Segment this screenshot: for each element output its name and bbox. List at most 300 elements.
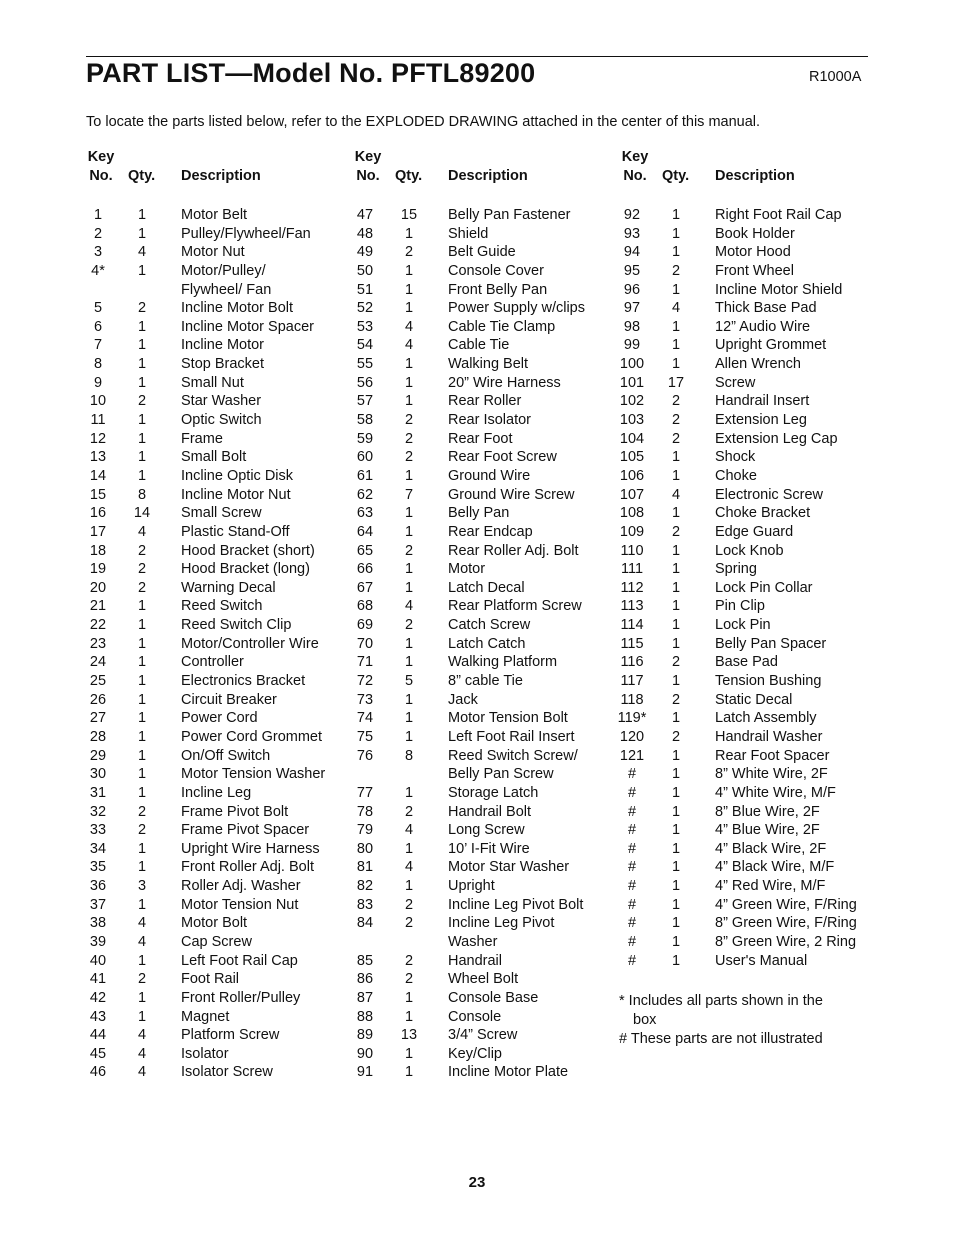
part-key-no: 53 [356,318,374,335]
part-description: Flywheel/ Fan [181,281,272,298]
part-qty: 1 [404,356,414,373]
part-description: Thick Base Pad [715,300,817,317]
part-qty: 1 [137,766,147,783]
part-qty: 1 [137,840,147,857]
part-qty: 2 [404,971,414,988]
part-key-no: 26 [89,691,107,708]
part-description: Cap Screw [181,933,252,950]
part-qty: 2 [404,617,414,634]
part-description: Motor Star Washer [448,859,570,876]
part-qty: 2 [671,412,681,429]
part-key-no: 76 [356,747,374,764]
part-description: Edge Guard [715,523,794,540]
part-qty: 4 [137,244,147,261]
part-qty: 4 [404,598,414,615]
part-description: Platform Screw [181,1027,280,1044]
part-key-no: 35 [89,859,107,876]
part-qty: 1 [137,673,147,690]
part-description: Wheel Bolt [448,971,519,988]
part-key-no: 18 [89,542,107,559]
part-description: Motor Tension Nut [181,896,299,913]
part-qty: 2 [404,896,414,913]
part-description: Power Cord Grommet [181,728,323,745]
part-description: Incline Leg Pivot [448,915,555,932]
part-key-no: 49 [356,244,374,261]
part-key-no: 107 [619,486,645,503]
part-description: Frame Pivot Bolt [181,803,289,820]
part-qty: 2 [404,412,414,429]
part-qty: 1 [671,859,681,876]
qty-header-3: Qty. [662,168,690,184]
part-key-no: 93 [623,225,641,242]
part-key-no: 109 [619,523,645,540]
part-description: Belly Pan Spacer [715,635,827,652]
part-key-no: 14 [89,467,107,484]
part-key-no: # [627,952,637,969]
part-key-no: 87 [356,989,374,1006]
part-description: Shock [715,449,756,466]
part-description: Ground Wire [448,467,531,484]
part-qty: 1 [137,356,147,373]
part-description: 8” Green Wire, F/Ring [715,915,857,932]
part-description: Spring [715,561,757,578]
part-qty: 1 [137,1008,147,1025]
page-number: 23 [468,1174,486,1191]
part-description: Reed Switch Clip [181,617,292,634]
key-header-1: Key No. [87,149,115,184]
part-key-no: 100 [619,356,645,373]
part-qty: 2 [404,542,414,559]
part-description: Lock Pin [715,617,771,634]
part-key-no: 121 [619,747,645,764]
part-key-no: 60 [356,449,374,466]
part-key-no: # [627,784,637,801]
part-key-no: 94 [623,244,641,261]
part-description: Latch Decal [448,579,525,596]
part-description: Lock Pin Collar [715,579,813,596]
part-key-no: 11 [90,412,106,429]
part-description: Reed Switch [181,598,263,615]
part-key-no: 48 [356,225,374,242]
part-qty: 1 [671,896,681,913]
part-qty: 3 [137,878,147,895]
part-key-no: # [627,840,637,857]
part-description: Book Holder [715,225,795,242]
part-qty: 4 [671,486,681,503]
description-header-1: Description [181,168,261,184]
part-key-no: 62 [356,486,374,503]
note-includes-all-cont: box [633,1012,657,1028]
part-qty: 1 [137,337,147,354]
part-key-no: 69 [356,617,374,634]
part-description: Static Decal [715,691,793,708]
part-key-no: 3 [93,244,103,261]
part-description: Handrail Washer [715,728,823,745]
qty-header-1: Qty. [128,168,156,184]
part-description: 20” Wire Harness [448,374,561,391]
part-qty: 15 [400,207,418,223]
key-header-2: Key No. [354,149,382,184]
part-description: Isolator Screw [181,1064,273,1081]
part-description: Frame [181,430,223,447]
part-description: Jack [448,691,478,708]
part-description: Rear Endcap [448,523,533,540]
part-description: Key/Clip [448,1045,502,1062]
part-description: Extension Leg [715,412,807,429]
part-key-no: 7 [93,337,103,354]
part-qty: 1 [404,878,414,895]
part-description: Hood Bracket (long) [181,561,310,578]
part-qty: 1 [671,952,681,969]
part-description: Incline Motor Shield [715,281,843,298]
part-description: Left Foot Rail Cap [181,952,298,969]
part-key-no: 74 [356,710,374,727]
part-description: Shield [448,225,489,242]
part-qty: 1 [404,300,414,317]
part-key-no: 78 [356,803,374,820]
part-qty: 1 [404,728,414,745]
part-key-no: 90 [356,1045,374,1062]
part-qty: 1 [671,840,681,857]
part-qty: 1 [137,225,147,242]
part-key-no: 105 [619,449,645,466]
part-key-no: 115 [620,635,644,652]
part-qty: 1 [671,561,681,578]
key-header-3: Key No. [621,149,649,184]
part-qty: 1 [671,281,681,298]
part-qty: 1 [404,1045,414,1062]
part-qty: 1 [404,710,414,727]
part-key-no: # [627,766,637,783]
part-description: Long Screw [448,822,525,839]
part-description: Upright Wire Harness [181,840,320,857]
part-key-no: 88 [356,1008,374,1025]
part-description: Plastic Stand-Off [181,523,290,540]
part-key-no: 66 [356,561,374,578]
part-qty: 1 [404,225,414,242]
part-key-no: 23 [89,635,107,652]
part-description: Motor Nut [181,244,245,261]
part-key-no: 2 [93,225,103,242]
part-description: Frame Pivot Spacer [181,822,310,839]
part-qty: 1 [137,728,147,745]
part-description: Incline Motor Nut [181,486,291,503]
part-key-no: 84 [356,915,374,932]
part-key-no: 44 [89,1027,107,1044]
part-key-no: 39 [89,933,107,950]
part-key-no: 108 [619,505,645,522]
part-qty: 2 [671,654,681,671]
part-qty: 1 [404,654,414,671]
part-description: Console Cover [448,262,544,279]
part-qty: 1 [137,467,147,484]
part-description: 8” Blue Wire, 2F [715,803,820,820]
part-key-no: 86 [356,971,374,988]
part-key-no: 91 [356,1064,374,1081]
part-description: Belt Guide [448,244,516,261]
part-description: Circuit Breaker [181,691,277,708]
part-description: Walking Belt [448,356,529,373]
part-qty: 4 [137,933,147,950]
part-key-no: 65 [356,542,374,559]
part-description: Small Nut [181,374,244,391]
part-key-no: 92 [623,207,641,223]
part-key-no: 36 [89,878,107,895]
part-description: Incline Leg Pivot Bolt [448,896,584,913]
part-description: On/Off Switch [181,747,271,764]
part-key-no: 27 [89,710,107,727]
part-qty: 1 [671,803,681,820]
part-qty: 1 [404,467,414,484]
part-description: Hood Bracket (short) [181,542,315,559]
part-key-no: 110 [620,542,644,559]
part-key-no: 99 [623,337,641,354]
note-not-illustrated: # These parts are not illustrated [619,1031,823,1047]
part-qty: 1 [671,673,681,690]
part-qty: 1 [404,840,414,857]
part-description: 4” Black Wire, 2F [715,840,827,857]
part-key-no: 118 [620,691,644,708]
part-key-no: 119* [617,710,647,727]
part-description: Catch Screw [448,617,531,634]
part-key-no: 25 [89,673,107,690]
part-qty: 1 [137,430,147,447]
part-key-no: 16 [89,505,107,522]
description-header-2: Description [448,168,528,184]
part-key-no: # [627,822,637,839]
part-key-no: 24 [89,654,107,671]
part-qty: 2 [404,803,414,820]
note-includes-all: * Includes all parts shown in the [619,993,823,1009]
part-qty: 1 [671,747,681,764]
part-qty: 1 [671,635,681,652]
part-key-no: 89 [356,1027,374,1044]
part-description: Star Washer [181,393,262,410]
part-key-no: 61 [356,467,374,484]
part-qty: 1 [671,822,681,839]
part-key-no: 71 [356,654,374,671]
part-key-no: 56 [356,374,374,391]
part-description: Incline Motor Bolt [181,300,294,317]
part-qty: 1 [137,747,147,764]
part-qty: 14 [133,505,151,522]
part-qty: 1 [671,505,681,522]
part-qty: 2 [137,561,147,578]
part-qty: 1 [137,784,147,801]
part-key-no: 117 [620,673,644,690]
part-key-no: 19 [89,561,107,578]
part-description: Motor Belt [181,207,248,223]
part-description: Incline Motor [181,337,265,354]
part-description: Motor Hood [715,244,791,261]
part-key-no: 21 [89,598,107,615]
part-qty: 8 [137,486,147,503]
part-qty: 17 [667,374,685,391]
part-key-no: 1 [93,207,103,223]
part-key-no: 102 [619,393,645,410]
part-key-no: 51 [356,281,374,298]
part-description: Rear Foot Spacer [715,747,830,764]
part-qty: 7 [404,486,414,503]
part-key-no: 81 [356,859,374,876]
part-qty: 2 [671,393,681,410]
part-description: Left Foot Rail Insert [448,728,575,745]
part-key-no: 33 [89,822,107,839]
part-description: Optic Switch [181,412,262,429]
part-qty: 1 [671,207,681,223]
part-qty: 1 [137,710,147,727]
part-qty: 1 [671,467,681,484]
part-key-no: # [627,803,637,820]
part-key-no: 58 [356,412,374,429]
part-description: Cable Tie [448,337,510,354]
part-key-no: 106 [619,467,645,484]
part-qty: 1 [137,449,147,466]
part-qty: 4 [671,300,681,317]
part-key-no: 73 [356,691,374,708]
part-description: Isolator [181,1045,229,1062]
part-key-no: 116 [620,654,644,671]
part-key-no: 43 [89,1008,107,1025]
part-qty: 1 [671,449,681,466]
part-qty: 1 [137,654,147,671]
part-key-no: 28 [89,728,107,745]
part-description: Foot Rail [181,971,240,988]
part-qty: 1 [404,1008,414,1025]
part-key-no: 95 [623,262,641,279]
part-description: Small Screw [181,505,262,522]
part-description: Belly Pan Fastener [448,207,571,223]
part-key-no: 67 [356,579,374,596]
part-qty: 1 [671,766,681,783]
part-qty: 2 [404,430,414,447]
part-qty: 1 [404,262,414,279]
part-description: 10’ I-Fit Wire [448,840,530,857]
part-qty: 1 [671,542,681,559]
part-key-no: 82 [356,878,374,895]
part-qty: 1 [404,281,414,298]
part-qty: 1 [404,635,414,652]
part-qty: 2 [137,542,147,559]
part-qty: 1 [137,617,147,634]
part-key-no: 54 [356,337,374,354]
part-key-no: 40 [89,952,107,969]
part-description: 8” cable Tie [448,673,523,690]
part-key-no: 103 [619,412,645,429]
part-description: Controller [181,654,244,671]
part-qty: 4 [404,822,414,839]
part-qty: 1 [137,635,147,652]
part-key-no: 63 [356,505,374,522]
part-qty: 1 [137,859,147,876]
part-key-no: 9 [93,374,103,391]
intro-text: To locate the parts listed below, refer to the EXPLODED DRAWING attached in the center of this manual. [86,114,761,130]
part-description: Choke [715,467,757,484]
part-key-no: 22 [89,617,107,634]
part-description: Right Foot Rail Cap [715,207,842,223]
part-description: Front Roller/Pulley [181,989,301,1006]
part-description: Rear Roller Adj. Bolt [448,542,579,559]
part-description: Washer [448,933,498,950]
part-key-no: 52 [356,300,374,317]
part-qty: 4 [137,1027,147,1044]
part-description: Front Roller Adj. Bolt [181,859,314,876]
part-qty: 1 [137,374,147,391]
part-description: 3/4” Screw [448,1027,518,1044]
part-description: 4” Green Wire, F/Ring [715,896,857,913]
part-description: Cable Tie Clamp [448,318,556,335]
part-qty: 1 [671,878,681,895]
part-key-no: 120 [619,728,645,745]
part-qty: 1 [404,784,414,801]
part-qty: 2 [404,244,414,261]
part-description: Storage Latch [448,784,539,801]
part-qty: 1 [404,561,414,578]
document-code: R1000A [809,69,862,85]
part-key-no: 80 [356,840,374,857]
qty-header-2: Qty. [395,168,423,184]
part-qty: 2 [137,393,147,410]
part-description: Screw [715,374,756,391]
part-qty: 1 [671,244,681,261]
part-qty: 1 [404,505,414,522]
part-description: Pin Clip [715,598,765,615]
part-description: Belly Pan [448,505,510,522]
part-key-no: 20 [89,579,107,596]
part-qty: 4 [404,318,414,335]
part-qty: 2 [404,952,414,969]
part-qty: 1 [137,262,147,279]
part-key-no: 112 [620,579,644,596]
part-key-no: 41 [89,971,107,988]
part-qty: 1 [404,579,414,596]
part-qty: 1 [671,318,681,335]
part-description: Rear Foot Screw [448,449,557,466]
part-key-no: 10 [89,393,107,410]
part-key-no: 15 [89,486,107,503]
part-description: Rear Foot [448,430,513,447]
part-description: Incline Motor Plate [448,1064,569,1081]
part-key-no: 114 [620,617,644,634]
part-key-no: 77 [356,784,374,801]
part-description: 4” White Wire, M/F [715,784,836,801]
part-key-no: # [627,859,637,876]
part-description: 4” Blue Wire, 2F [715,822,820,839]
part-qty: 1 [671,710,681,727]
part-qty: 1 [137,318,147,335]
part-description: Lock Knob [715,542,784,559]
part-description: Pulley/Flywheel/Fan [181,225,311,242]
part-description: Rear Platform Screw [448,598,582,615]
part-qty: 1 [137,691,147,708]
part-qty: 1 [137,896,147,913]
part-key-no: 46 [89,1064,107,1081]
part-description: Stop Bracket [181,356,265,373]
part-key-no: 70 [356,635,374,652]
part-qty: 1 [404,374,414,391]
part-qty: 1 [404,989,414,1006]
part-key-no: # [627,915,637,932]
part-description: Extension Leg Cap [715,430,838,447]
part-qty: 2 [137,803,147,820]
part-key-no: 38 [89,915,107,932]
part-description: Handrail Insert [715,393,810,410]
page-title: PART LIST—Model No. PFTL89200 [86,58,536,88]
part-key-no: 111 [620,561,644,578]
part-description: 8” Green Wire, 2 Ring [715,933,857,950]
part-description: Power Supply w/clips [448,300,585,317]
part-qty: 2 [671,691,681,708]
